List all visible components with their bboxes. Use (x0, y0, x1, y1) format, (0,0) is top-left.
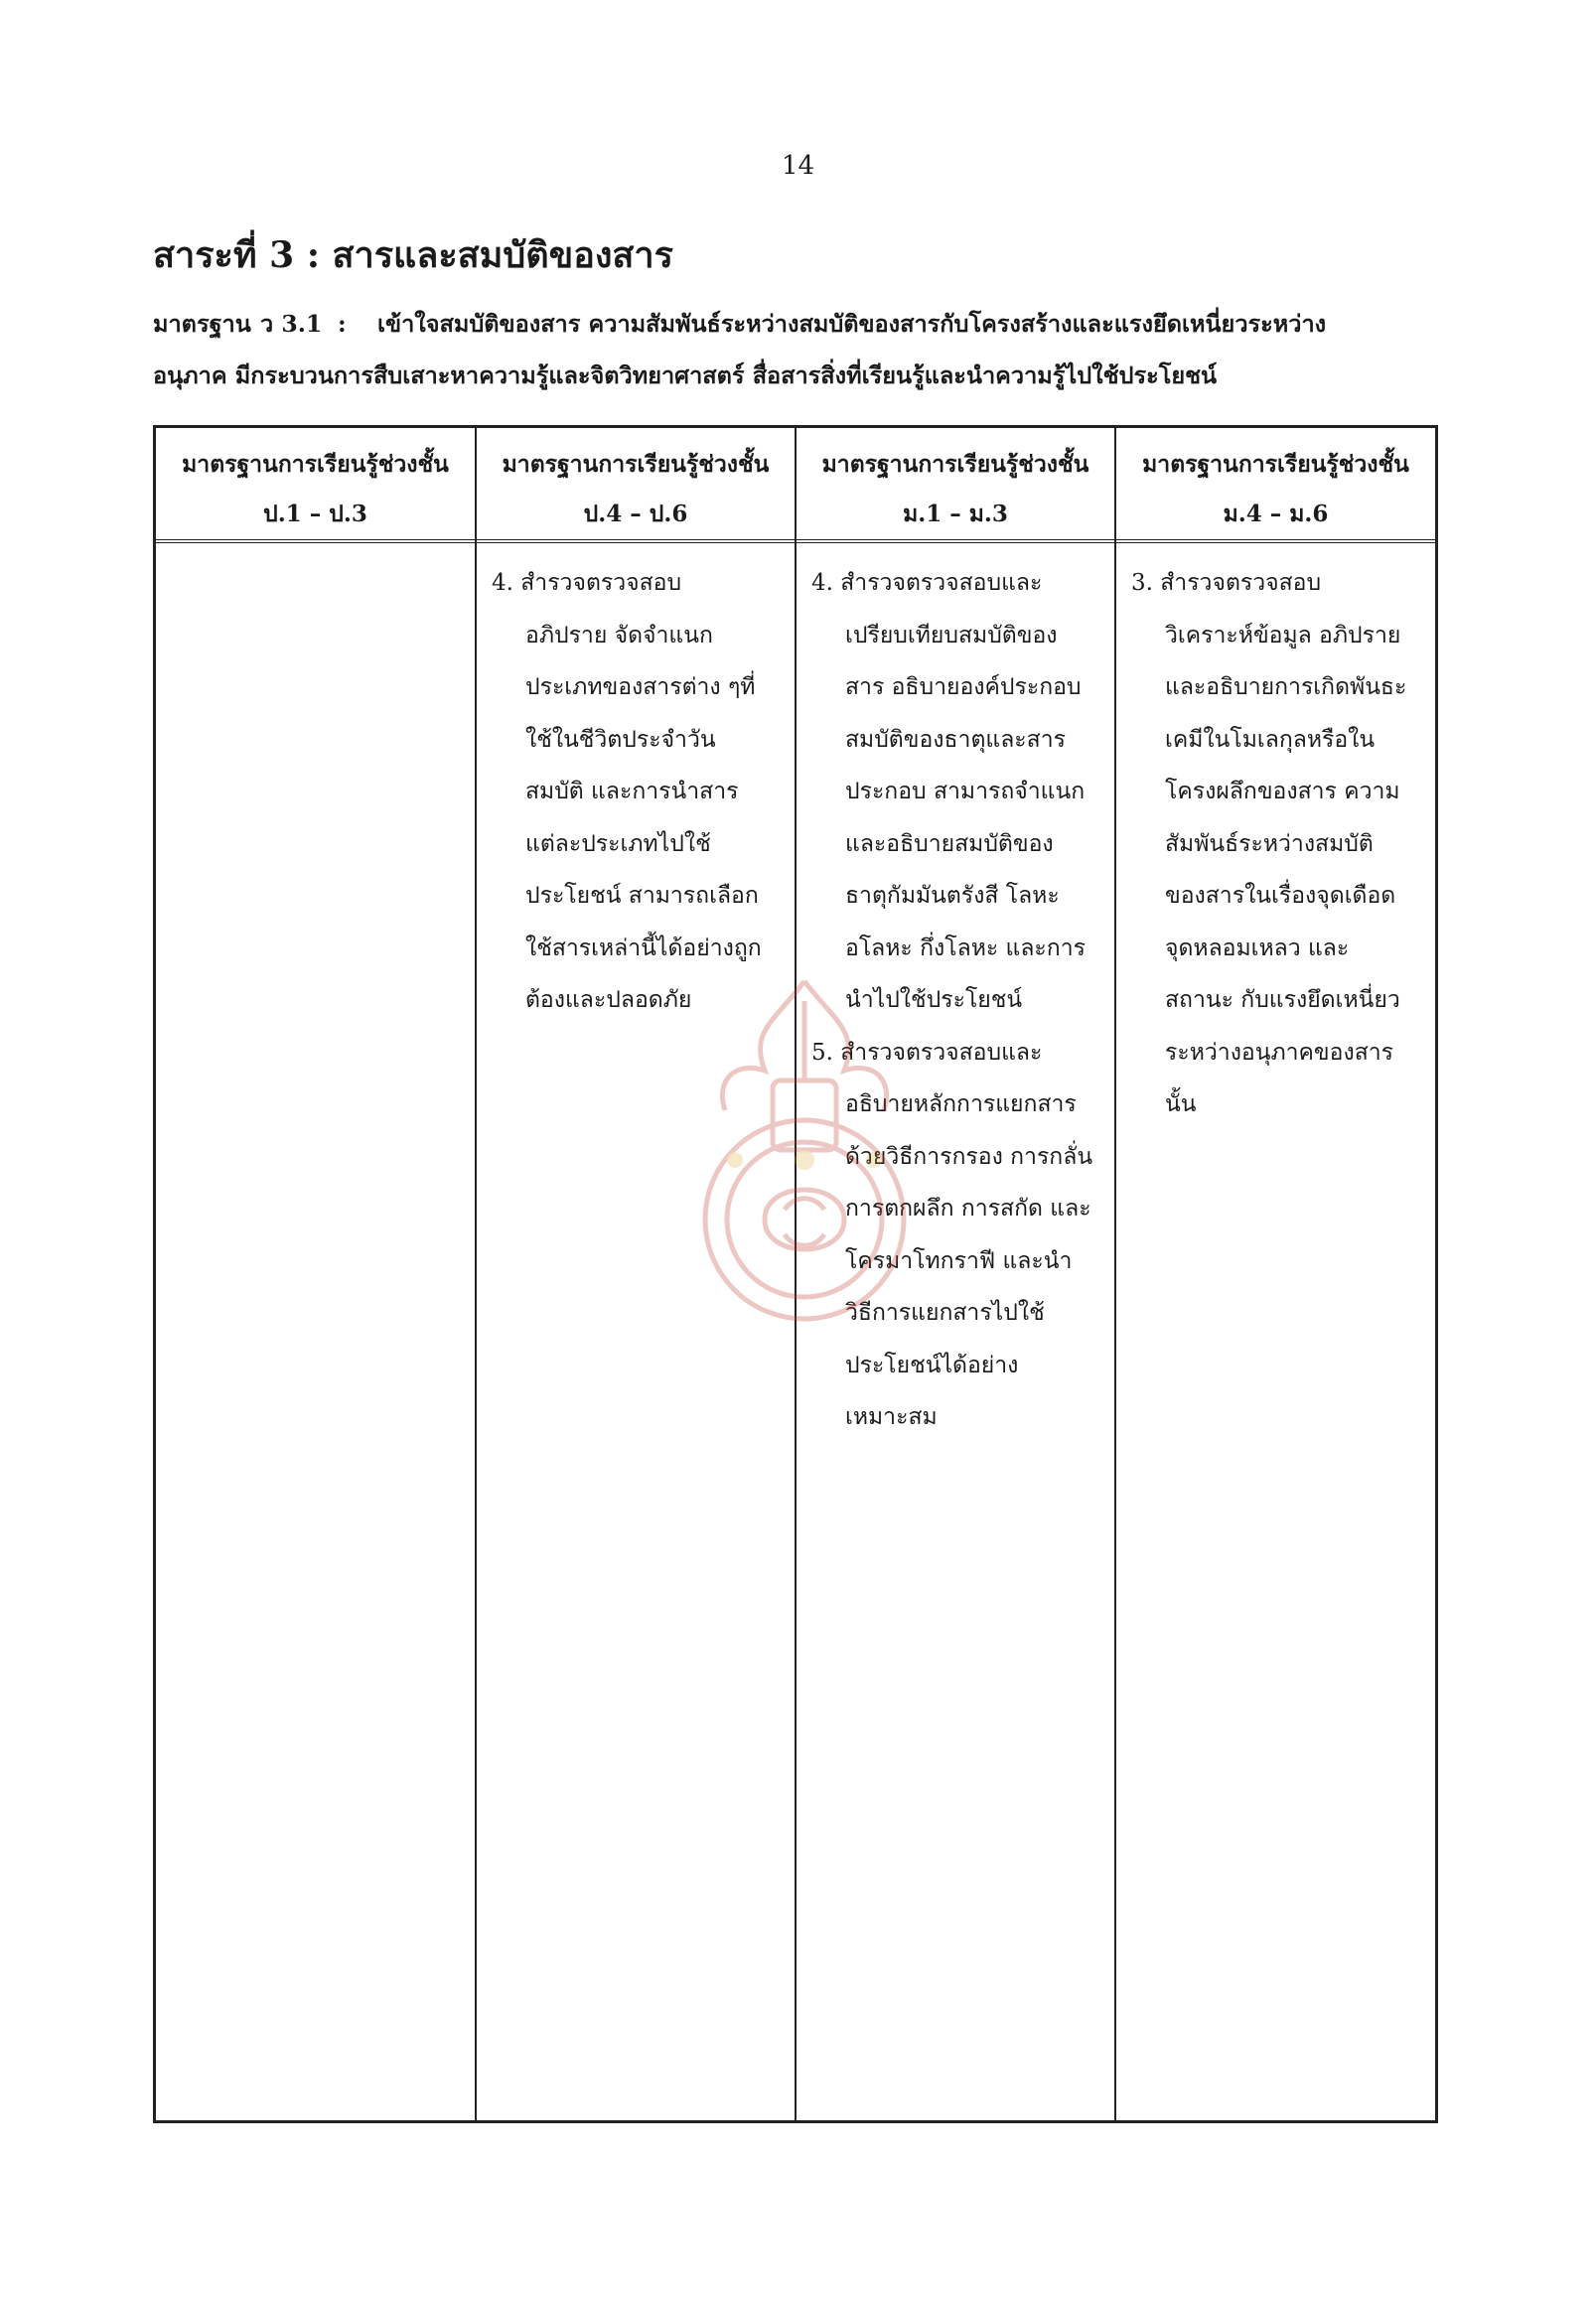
text-line: จุดหลอมเหลว และ (1165, 935, 1350, 961)
header-cell-m1-m3 (797, 440, 1114, 539)
cell-p4-p6-content (492, 557, 790, 1027)
text-line: ประกอบ สามารถจำแนก (845, 779, 1086, 804)
text-line: แต่ละประเภทไปใช้ (525, 830, 711, 857)
header-title: มาตรฐานการเรียนรู้ช่วงชั้น (182, 451, 449, 478)
text-line: เหมาะสม (845, 1404, 938, 1430)
text-line: ด้วยวิธีการกรอง การกลั่น (845, 1143, 1093, 1170)
text-line: ใช้ในชีวิตประจำวัน (525, 726, 716, 753)
text-line: โครมาโทกราฟี และนำ (845, 1247, 1073, 1274)
standard-text-line-2: อนุภาค มีกระบวนการสืบเสาะหาความรู้และจิตวิทยาศาสตร์ สื่อสารสิ่งที่เรียนรู้และนำความรู้ไปใช้ประโยชน์ (153, 361, 1218, 389)
text-line: 4. สำรวจตรวจสอบ (492, 570, 682, 596)
header-title: มาตรฐานการเรียนรู้ช่วงชั้น (1142, 451, 1409, 478)
text-line: สมบัติของธาตุและสาร (845, 726, 1066, 753)
text-line: และอธิบายการเกิดพันธะ (1165, 674, 1407, 700)
text-line: วิเคราะห์ข้อมูล อภิปราย (1165, 622, 1401, 648)
text-line: ประโยชน์ สามารถเลือก (525, 883, 759, 909)
column-divider (795, 428, 797, 2120)
text-line: 4. สำรวจตรวจสอบและ (811, 570, 1043, 596)
column-divider (1114, 428, 1116, 2120)
header-grade-range: ม.1 – ม.3 (903, 501, 1008, 527)
strand-title: สาระที่ 3 : สารและสมบัติของสาร (153, 234, 673, 276)
header-grade-range: ม.4 – ม.6 (1223, 501, 1329, 527)
text-line: อโลหะ กึ่งโลหะ และการ (845, 935, 1086, 961)
text-line: วิธีการแยกสารไปใช้ (845, 1300, 1045, 1326)
standard-statement (153, 298, 1444, 401)
curriculum-table (153, 425, 1438, 2123)
header-cell-p4-p6 (477, 440, 795, 539)
text-line: อธิบายหลักการแยกสาร (845, 1091, 1077, 1117)
text-line: การตกผลึก การสกัด และ (845, 1196, 1091, 1222)
header-grade-range: ป.1 – ป.3 (263, 501, 367, 527)
text-line: สมบัติ และการนำสาร (525, 779, 739, 804)
text-line: ประโยชน์ได้อย่าง (845, 1352, 1019, 1378)
standard-label: มาตรฐาน (153, 310, 251, 338)
text-line: ต้องและปลอดภัย (525, 987, 692, 1013)
text-line: ธาตุกัมมันตรังสี โลหะ (845, 883, 1060, 909)
text-line: สถานะ กับแรงยึดเหนี่ยว (1165, 987, 1400, 1013)
text-line: โครงผลึกของสาร ความ (1165, 779, 1400, 804)
column-divider (475, 428, 477, 2120)
header-grade-range: ป.4 – ป.6 (583, 501, 688, 527)
text-line: 3. สำรวจตรวจสอบ (1131, 570, 1322, 596)
header-cell-m4-m6 (1116, 440, 1435, 539)
text-line: ประเภทของสารต่าง ๆที่ (525, 674, 756, 700)
text-line: นำไปใช้ประโยชน์ (845, 987, 1023, 1013)
header-title: มาตรฐานการเรียนรู้ช่วงชั้น (821, 451, 1089, 478)
cell-m4-m6-content (1131, 557, 1429, 1131)
text-line: ระหว่างอนุภาคของสาร (1165, 1039, 1393, 1066)
standard-colon: : (338, 310, 347, 338)
text-line: และอธิบายสมบัติของ (845, 830, 1054, 857)
text-line: ของสารในเรื่องจุดเดือด (1165, 883, 1396, 909)
text-line: นั้น (1165, 1091, 1197, 1117)
text-line: 5. สำรวจตรวจสอบและ (811, 1039, 1043, 1066)
text-line: ใช้สารเหล่านี้ได้อย่างถูก (525, 935, 762, 961)
standard-line-1 (153, 298, 1444, 350)
page-number: 14 (781, 151, 815, 181)
text-line: สัมพันธ์ระหว่างสมบัติ (1165, 830, 1374, 857)
text-line: สาร อธิบายองค์ประกอบ (845, 674, 1082, 700)
text-line: เปรียบเทียบสมบัติของ (845, 622, 1058, 648)
header-cell-p1-p3 (156, 440, 475, 539)
cell-m1-m3-content (811, 557, 1109, 1444)
standard-code: ว 3.1 (260, 310, 323, 338)
standard-text-line-1: เข้าใจสมบัติของสาร ความสัมพันธ์ระหว่างสมบัติของสารกับโครงสร้างและแรงยึดเหนี่ยวระหว่าง (377, 310, 1327, 338)
text-line: อภิปราย จัดจำแนก (525, 622, 713, 648)
header-title: มาตรฐานการเรียนรู้ช่วงชั้น (502, 451, 770, 478)
text-line: เคมีในโมเลกุลหรือใน (1165, 726, 1376, 753)
